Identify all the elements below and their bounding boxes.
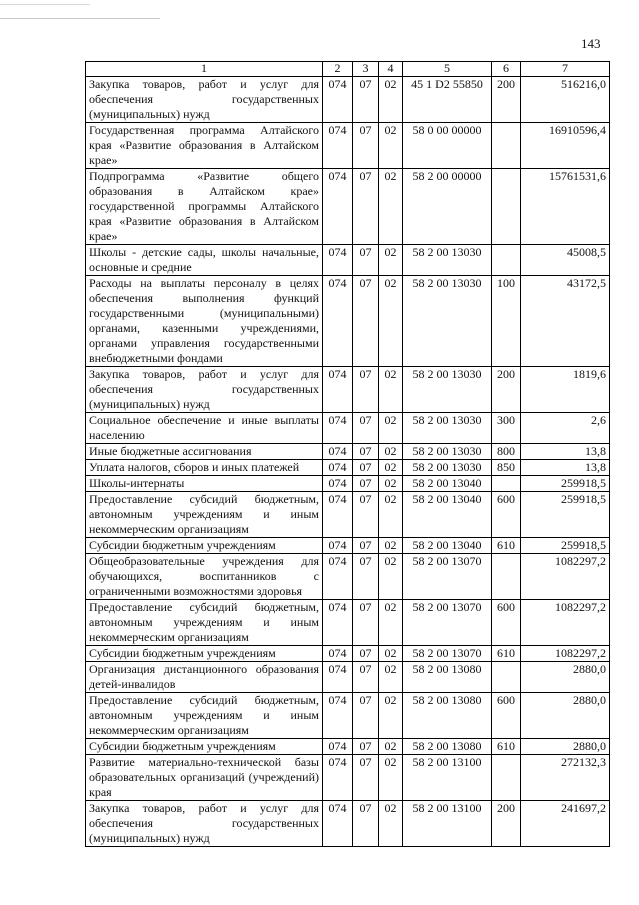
row-pr-cell: 02 (379, 755, 403, 801)
row-csr-cell: 58 0 00 00000 (403, 123, 492, 169)
row-name-cell: Субсидии бюджетным учреждениям (86, 538, 323, 554)
row-ved-cell: 074 (323, 276, 353, 367)
row-vr-cell: 610 (492, 646, 521, 662)
row-csr-cell: 58 2 00 13030 (403, 276, 492, 367)
row-rz-cell: 07 (353, 276, 379, 367)
row-sum-cell: 259918,5 (521, 476, 610, 492)
row-csr-cell: 58 2 00 00000 (403, 169, 492, 245)
row-csr-cell: 58 2 00 13070 (403, 600, 492, 646)
row-csr-cell: 58 2 00 13030 (403, 460, 492, 476)
row-name-cell: Закупка товаров, работ и услуг для обеспечения государственных (муниципальных) нужд (86, 801, 323, 847)
row-sum-cell: 2880,0 (521, 739, 610, 755)
row-pr-cell: 02 (379, 245, 403, 276)
table-row (86, 276, 610, 367)
row-rz-cell: 07 (353, 755, 379, 801)
table-row (86, 460, 610, 476)
row-vr-cell: 300 (492, 413, 521, 444)
column-header: 1 (86, 62, 323, 77)
row-vr-cell: 610 (492, 538, 521, 554)
row-name-cell: Предоставление субсидий бюджетным, автономным учреждениям и иным некоммерческим организациям (86, 693, 323, 739)
row-csr-cell: 58 2 00 13040 (403, 492, 492, 538)
table-row (86, 444, 610, 460)
row-pr-cell: 02 (379, 739, 403, 755)
row-rz-cell: 07 (353, 245, 379, 276)
row-vr-cell (492, 554, 521, 600)
row-csr-cell: 58 2 00 13030 (403, 245, 492, 276)
row-name-cell: Закупка товаров, работ и услуг для обеспечения государственных (муниципальных) нужд (86, 77, 323, 123)
row-sum-cell: 13,8 (521, 460, 610, 476)
row-name-cell: Субсидии бюджетным учреждениям (86, 739, 323, 755)
table-row (86, 600, 610, 646)
row-ved-cell: 074 (323, 444, 353, 460)
row-rz-cell: 07 (353, 600, 379, 646)
row-name-cell: Подпрограмма «Развитие общего образования в Алтайском крае» государственной программы Алтайского края «Развитие образования в Алтайском крае» (86, 169, 323, 245)
row-vr-cell (492, 476, 521, 492)
row-sum-cell: 13,8 (521, 444, 610, 460)
scan-corner-mark (0, 0, 160, 19)
column-header: 7 (521, 62, 610, 77)
row-sum-cell: 241697,2 (521, 801, 610, 847)
row-rz-cell: 07 (353, 444, 379, 460)
table-row (86, 646, 610, 662)
row-name-cell: Школы-интернаты (86, 476, 323, 492)
row-sum-cell: 15761531,6 (521, 169, 610, 245)
row-vr-cell: 100 (492, 276, 521, 367)
row-ved-cell: 074 (323, 77, 353, 123)
row-sum-cell: 1082297,2 (521, 600, 610, 646)
row-pr-cell: 02 (379, 444, 403, 460)
row-csr-cell: 58 2 00 13040 (403, 538, 492, 554)
row-rz-cell: 07 (353, 538, 379, 554)
row-name-cell: Уплата налогов, сборов и иных платежей (86, 460, 323, 476)
row-pr-cell: 02 (379, 77, 403, 123)
row-pr-cell: 02 (379, 367, 403, 413)
row-csr-cell: 58 2 00 13100 (403, 801, 492, 847)
row-pr-cell: 02 (379, 662, 403, 693)
row-csr-cell: 58 2 00 13040 (403, 476, 492, 492)
row-vr-cell (492, 169, 521, 245)
row-csr-cell: 58 2 00 13030 (403, 413, 492, 444)
row-csr-cell: 58 2 00 13030 (403, 367, 492, 413)
row-ved-cell: 074 (323, 123, 353, 169)
row-csr-cell: 58 2 00 13070 (403, 646, 492, 662)
table-row (86, 123, 610, 169)
row-sum-cell: 1082297,2 (521, 646, 610, 662)
row-name-cell: Расходы на выплаты персоналу в целях обеспечения выполнения функций государственными (муниципальными) органами, казенными учреждениями, органами управления государственными внебюджетными фондами (86, 276, 323, 367)
row-pr-cell: 02 (379, 554, 403, 600)
row-pr-cell: 02 (379, 276, 403, 367)
row-rz-cell: 07 (353, 413, 379, 444)
row-name-cell: Развитие материально-технической базы образовательных организаций (учреждений) края (86, 755, 323, 801)
column-header: 6 (492, 62, 521, 77)
row-name-cell: Иные бюджетные ассигнования (86, 444, 323, 460)
row-vr-cell: 200 (492, 77, 521, 123)
row-name-cell: Общеобразовательные учреждения для обучающихся, воспитанников с ограниченными возможностями здоровья (86, 554, 323, 600)
row-rz-cell: 07 (353, 646, 379, 662)
row-rz-cell: 07 (353, 367, 379, 413)
row-ved-cell: 074 (323, 554, 353, 600)
row-rz-cell: 07 (353, 693, 379, 739)
row-rz-cell: 07 (353, 492, 379, 538)
row-csr-cell: 58 2 00 13070 (403, 554, 492, 600)
row-ved-cell: 074 (323, 755, 353, 801)
row-name-cell: Предоставление субсидий бюджетным, автономным учреждениям и иным некоммерческим организациям (86, 600, 323, 646)
row-vr-cell: 600 (492, 492, 521, 538)
row-name-cell: Предоставление субсидий бюджетным, автономным учреждениям и иным некоммерческим организациям (86, 492, 323, 538)
row-pr-cell: 02 (379, 492, 403, 538)
row-name-cell: Организация дистанционного образования детей-инвалидов (86, 662, 323, 693)
row-sum-cell: 43172,5 (521, 276, 610, 367)
row-rz-cell: 07 (353, 662, 379, 693)
row-rz-cell: 07 (353, 476, 379, 492)
row-ved-cell: 074 (323, 492, 353, 538)
row-sum-cell: 2880,0 (521, 662, 610, 693)
row-sum-cell: 259918,5 (521, 538, 610, 554)
row-sum-cell: 2,6 (521, 413, 610, 444)
row-pr-cell: 02 (379, 801, 403, 847)
row-pr-cell: 02 (379, 476, 403, 492)
row-csr-cell: 58 2 00 13080 (403, 739, 492, 755)
column-header: 2 (323, 62, 353, 77)
row-vr-cell: 200 (492, 367, 521, 413)
row-vr-cell: 600 (492, 600, 521, 646)
row-sum-cell: 16910596,4 (521, 123, 610, 169)
row-ved-cell: 074 (323, 600, 353, 646)
row-name-cell: Государственная программа Алтайского края «Развитие образования в Алтайском крае» (86, 123, 323, 169)
row-vr-cell: 610 (492, 739, 521, 755)
row-ved-cell: 074 (323, 169, 353, 245)
table-row (86, 554, 610, 600)
row-rz-cell: 07 (353, 460, 379, 476)
table-row (86, 755, 610, 801)
table-row (86, 476, 610, 492)
row-ved-cell: 074 (323, 739, 353, 755)
column-header: 3 (353, 62, 379, 77)
row-pr-cell: 02 (379, 123, 403, 169)
row-rz-cell: 07 (353, 77, 379, 123)
row-ved-cell: 074 (323, 245, 353, 276)
row-pr-cell: 02 (379, 538, 403, 554)
row-sum-cell: 1819,6 (521, 367, 610, 413)
row-sum-cell: 2880,0 (521, 693, 610, 739)
row-ved-cell: 074 (323, 693, 353, 739)
row-pr-cell: 02 (379, 646, 403, 662)
table-row (86, 245, 610, 276)
row-vr-cell (492, 123, 521, 169)
row-pr-cell: 02 (379, 600, 403, 646)
row-vr-cell (492, 662, 521, 693)
table-row (86, 77, 610, 123)
row-vr-cell (492, 755, 521, 801)
row-ved-cell: 074 (323, 460, 353, 476)
row-ved-cell: 074 (323, 538, 353, 554)
row-csr-cell: 45 1 D2 55850 (403, 77, 492, 123)
row-name-cell: Школы - детские сады, школы начальные, основные и средние (86, 245, 323, 276)
row-vr-cell: 200 (492, 801, 521, 847)
row-vr-cell: 800 (492, 444, 521, 460)
row-ved-cell: 074 (323, 367, 353, 413)
row-rz-cell: 07 (353, 169, 379, 245)
row-pr-cell: 02 (379, 693, 403, 739)
row-sum-cell: 516216,0 (521, 77, 610, 123)
row-rz-cell: 07 (353, 801, 379, 847)
row-ved-cell: 074 (323, 413, 353, 444)
row-rz-cell: 07 (353, 554, 379, 600)
column-header: 4 (379, 62, 403, 77)
row-csr-cell: 58 2 00 13030 (403, 444, 492, 460)
table-row (86, 538, 610, 554)
row-pr-cell: 02 (379, 169, 403, 245)
row-vr-cell (492, 245, 521, 276)
row-sum-cell: 259918,5 (521, 492, 610, 538)
row-sum-cell: 1082297,2 (521, 554, 610, 600)
scan-corner-line (0, 4, 90, 5)
row-name-cell: Социальное обеспечение и иные выплаты населению (86, 413, 323, 444)
row-rz-cell: 07 (353, 739, 379, 755)
table-row (86, 413, 610, 444)
row-ved-cell: 074 (323, 662, 353, 693)
row-ved-cell: 074 (323, 801, 353, 847)
table-row (86, 662, 610, 693)
page-number: 143 (581, 36, 601, 51)
row-name-cell: Субсидии бюджетным учреждениям (86, 646, 323, 662)
row-rz-cell: 07 (353, 123, 379, 169)
table-row (86, 693, 610, 739)
row-vr-cell: 600 (492, 693, 521, 739)
table-row (86, 492, 610, 538)
table-row (86, 801, 610, 847)
row-csr-cell: 58 2 00 13080 (403, 662, 492, 693)
table-header-row (86, 62, 610, 77)
budget-table (85, 61, 610, 847)
row-pr-cell: 02 (379, 460, 403, 476)
table-row (86, 367, 610, 413)
row-csr-cell: 58 2 00 13100 (403, 755, 492, 801)
row-sum-cell: 272132,3 (521, 755, 610, 801)
row-csr-cell: 58 2 00 13080 (403, 693, 492, 739)
table-row (86, 739, 610, 755)
row-name-cell: Закупка товаров, работ и услуг для обеспечения государственных (муниципальных) нужд (86, 367, 323, 413)
row-vr-cell: 850 (492, 460, 521, 476)
column-header: 5 (403, 62, 492, 77)
row-ved-cell: 074 (323, 476, 353, 492)
table-row (86, 169, 610, 245)
row-ved-cell: 074 (323, 646, 353, 662)
row-pr-cell: 02 (379, 413, 403, 444)
row-sum-cell: 45008,5 (521, 245, 610, 276)
